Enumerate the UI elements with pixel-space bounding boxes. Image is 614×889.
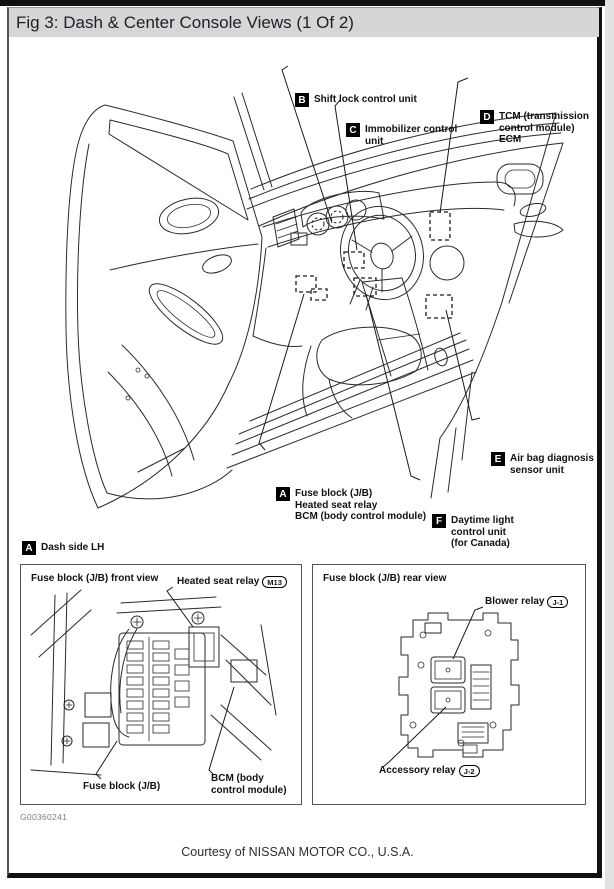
callout-label: (for Canada) [451,538,510,549]
relay-code-j2: J-2 [459,765,480,777]
accessory-relay-label: Accessory relay J-2 [379,765,480,777]
callout-letter-badge: D [480,110,494,124]
callout-immobilizer [346,123,457,147]
fuse-block-front-line-art [21,565,301,804]
fuse-block-rear-view-panel [312,564,586,805]
callout-label: Fuse block (J/B) [295,488,373,499]
callout-letter-badge: A [276,487,290,501]
callout-label: control unit [451,526,506,538]
bcm-label: BCM (body control module) [211,773,287,796]
fuse-block-front-view-panel [20,564,302,805]
relay-code-j1: J-1 [547,596,568,608]
detail-letter-badge: A [22,541,36,555]
callout-label: Air bag diagnosis [510,453,594,464]
callout-label: unit [365,135,384,147]
relay-code-m13: M13 [262,576,287,588]
dash-and-steering [253,182,515,347]
heated-seat-relay-label: Heated seat relay M13 [177,576,287,588]
callout-label: Immobilizer control [365,124,458,135]
door-outline [66,105,262,508]
component-location-markers [296,212,452,318]
fuse-rows [127,641,189,733]
callout-label: Heated seat relay [295,499,378,511]
callout-letter-badge: E [491,452,505,466]
callout-label: Daytime light [451,515,514,526]
blower-relay-label: Blower relay J-1 [485,596,568,608]
callout-tcm-ecm [480,110,589,146]
detail-header-label: Dash side LH [41,542,105,554]
figure-title: Fig 3: Dash & Center Console Views (1 Of 2) [16,13,354,32]
callout-label: sensor unit [510,464,564,476]
callout-label: TCM (transmission [499,111,590,122]
rear-view-title: Fuse block (J/B) rear view [323,573,447,584]
figure-title-bar [9,8,599,37]
callout-label: ECM [499,134,522,145]
courtesy-note: Courtesy of NISSAN MOTOR CO., U.S.A. [181,845,414,859]
callout-letter-badge: F [432,514,446,528]
console-and-floor [107,164,563,499]
callout-letter-badge: B [295,93,309,107]
front-view-title: Fuse block (J/B) front view [31,573,159,584]
callout-daytime-light [432,514,514,550]
window-top-edge [0,0,614,6]
callout-shift-lock [295,93,417,107]
callout-airbag-sensor [491,452,594,476]
callout-label: BCM (body control module) [295,511,427,522]
callout-fuse-block [276,487,426,523]
callout-letter-badge: C [346,123,360,137]
callout-label: control module) [499,122,575,134]
page-right-shadow [605,0,614,889]
callout-label: Shift lock control unit [314,94,417,105]
figure-id: G00360241 [20,812,68,822]
fuse-block-label: Fuse block (J/B) [83,781,161,792]
detail-section-header [22,541,104,555]
